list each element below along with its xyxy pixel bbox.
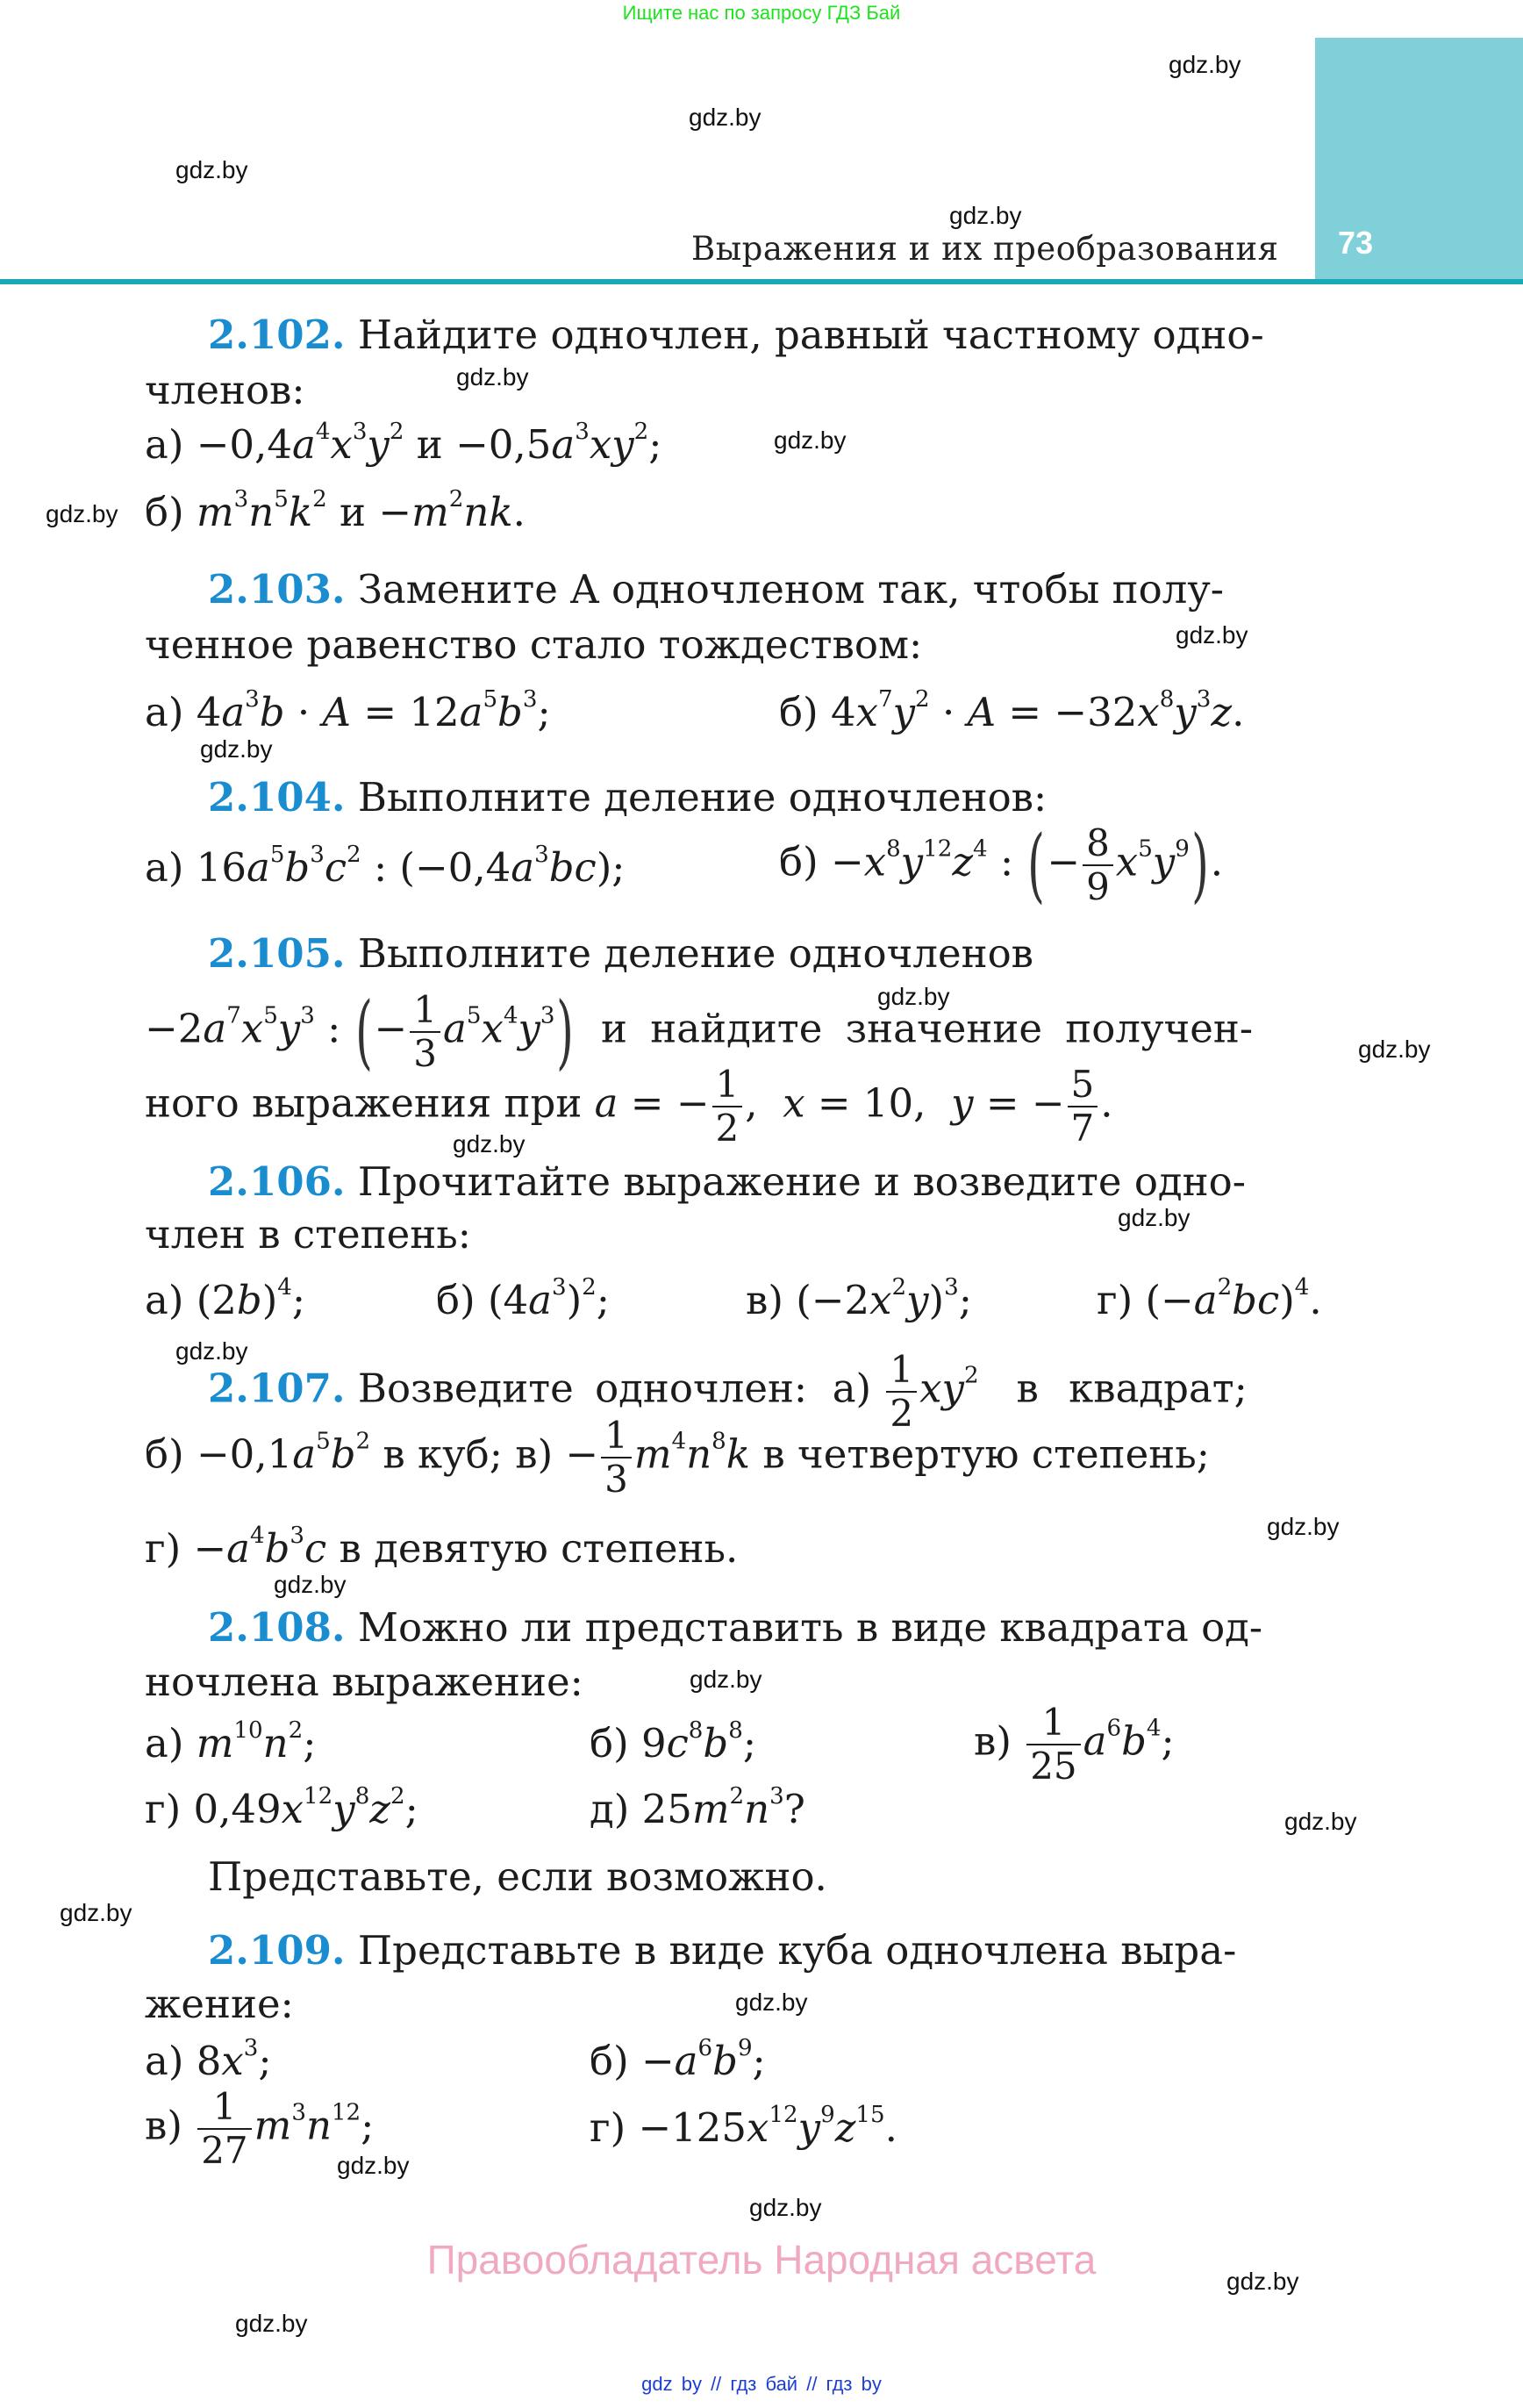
problem-text: Найдите одночлен, равный частному одно- [357,312,1264,358]
watermark: gdz.by [1226,2268,1299,2295]
watermark: gdz.by [46,500,118,527]
watermark: gdz.by [1169,51,1241,78]
watermark: gdz.by [60,1899,132,1926]
fraction: $\frac{1}{25}$ [1026,1704,1080,1785]
problem-text: Прочитайте выражение и возведите одно- [357,1158,1246,1205]
problem-2-103-item-b: б) $4x^7y^2 \cdot A = -32x^8y^3z$. [779,685,1245,735]
problem-number: 2.103. [208,566,346,613]
problem-number: 2.109. [208,1927,346,1974]
problem-text-cont: ночлена выражение: [145,1659,583,1705]
right-paren: ) [556,985,575,1079]
problem-2-106-item-d: г) $(-a^2bc)^4$. [1097,1273,1322,1323]
problem-text: Замените A одночленом так, чтобы полу- [357,566,1225,613]
problem-2-108-item-c: в) $\frac{1}{25}$ $a^6b^4$; [974,1701,1175,1788]
watermark: gdz.by [690,1666,762,1693]
watermark: gdz.by [1267,1513,1340,1540]
watermark: gdz.by [456,363,529,391]
watermark: gdz.by [337,2152,410,2179]
problem-2-108-item-d: г) $0,49x^{12}y^8z^2$; [145,1782,418,1832]
problem-2-107-item-bc: $б) -0,1a^5b^2$ в куб; в) − $\frac{1}{3}$ $m^4n^8k$ в четвертую степень; [145,1414,1210,1501]
watermark: gdz.by [175,1337,248,1365]
watermark: gdz.by [1284,1808,1357,1835]
problem-number: 2.102. [208,312,346,358]
problem-number: 2.104. [208,774,346,821]
problem-2-105-title [208,930,1033,977]
problem-number: 2.105. [208,930,346,977]
problem-number: 2.107. [208,1365,346,1412]
problem-2-108-item-b: б) $9c^8b^8$; [590,1716,756,1767]
problem-2-109-item-d: $г) -125x^{12}y^9z^{15}$. [590,2101,897,2151]
watermark: gdz.by [877,983,950,1010]
problem-2-103-title [208,566,1224,613]
running-head: Выражения и их преобразования [691,230,1279,268]
watermark: gdz.by [774,426,847,454]
fraction: $\frac{8}{9}$ [1083,825,1113,906]
problem-2-109-title [208,1927,1236,1974]
right-paren: ) [1191,818,1209,912]
watermark: gdz.by [689,104,762,131]
watermark: gdz.by [235,2310,308,2337]
problem-text: Выполните деление одночленов: [357,774,1048,821]
problem-2-106-item-b: б) $(4a^3)^2$; [436,1273,610,1323]
problem-2-102-item-b: б) $m^3n^5k^2$ $и -m^2nk$. [145,485,526,535]
problem-2-107-title: 2.107. Возведите одночлен: а) $\frac{1}{2}$ $xy^2$ в квадрат; [208,1348,1248,1435]
watermark: gdz.by [175,156,248,183]
watermark: gdz.by [949,202,1022,229]
problem-2-108-item-a: а) $m^{10}n^2$; [145,1716,317,1767]
fraction: $\frac{1}{27}$ [197,2089,251,2169]
copyright-notice: Правообладатель Народная асвета [426,2237,1097,2283]
problem-2-109-item-c: в) $\frac{1}{27}$ $m^3n^{12}$; [145,2085,375,2172]
left-paren: ( [354,985,373,1079]
problem-2-104-item-a: а) $16a^5b^3c^2$ : $(-0,4a^3bc)$; [145,841,626,891]
fraction: $\frac{1}{2}$ [886,1351,917,1432]
problem-2-104-item-b: $б) -x^8y^{12}z^4$ : (− $\frac{8}{9}$ $x^5y^9$). [779,818,1224,912]
fraction: $\frac{1}{3}$ [410,992,440,1072]
problem-2-104-title [208,774,1047,821]
problem-text: Представьте в виде куба одночлена выра- [357,1927,1237,1974]
problem-text: Выполните деление одночленов [357,930,1034,977]
page-number: 73 [1338,225,1374,261]
footer-links[interactable]: gdz by // гдз бай // гдз by [641,2373,882,2395]
watermark: gdz.by [274,1571,347,1598]
problem-2-107-item-d: $г) -a^4b^3c$ в девятую степень. [145,1522,739,1572]
problem-text: Возведите одночлен: [357,1365,808,1412]
problem-2-109-item-b: $б) -a^6b^9$; [590,2034,766,2084]
problem-2-105-expr: $-2a^7x^5y^3$ : (− $\frac{1}{3}$ $a^5x^4y^3$) и найдите значение получен- [145,985,1254,1079]
fraction: $\frac{1}{3}$ [601,1417,632,1498]
problem-number: 2.106. [208,1158,346,1205]
problem-2-109-item-a: а) $8x^3$; [145,2034,272,2084]
problem-2-106-title [208,1158,1246,1205]
problem-text-cont: ченное равенство стало тождеством: [145,621,923,668]
problem-2-106-item-a: а) $(2b)^4$; [145,1273,306,1323]
problem-text-cont: членов: [145,367,305,413]
watermark: gdz.by [749,2194,822,2221]
problem-2-103-item-a: а) $4a^3b \cdot A = 12a^5b^3$; [145,685,551,735]
watermark: gdz.by [1358,1036,1431,1063]
problem-number: 2.108. [208,1604,346,1651]
fraction: $\frac{1}{2}$ [712,1066,743,1147]
watermark: gdz.by [453,1130,526,1157]
watermark: gdz.by [1118,1204,1191,1231]
left-paren: ( [1027,818,1046,912]
top-banner[interactable]: Ищите нас по запросу ГДЗ Бай [622,2,901,24]
problem-2-102-title [208,312,1264,358]
problem-2-105-values: ного выражения при a = − $\frac{1}{2}$ , x = 10, y = − $\frac{5}{7}$ . [145,1063,1113,1150]
problem-2-108-item-e: д) $25m^2n^3$? [590,1782,805,1832]
problem-2-108-title [208,1604,1262,1651]
problem-text: Можно ли представить в виде квадрата од- [357,1604,1263,1651]
header-rule [0,279,1523,284]
problem-2-102-item-a: $а) -0,4a^4x^3y^2$ $и -0,5a^3xy^2$; [145,418,662,468]
problem-text-cont: член в степень: [145,1211,471,1258]
problem-2-108-closing: Представьте, если возможно. [208,1853,827,1900]
watermark: gdz.by [735,1989,808,2016]
fraction: $\frac{5}{7}$ [1068,1066,1098,1147]
problem-2-106-item-c: в) $(-2x^2y)^3$; [746,1273,972,1323]
watermark: gdz.by [200,735,273,763]
problem-text-cont: жение: [145,1981,294,2027]
watermark: gdz.by [1176,621,1248,649]
